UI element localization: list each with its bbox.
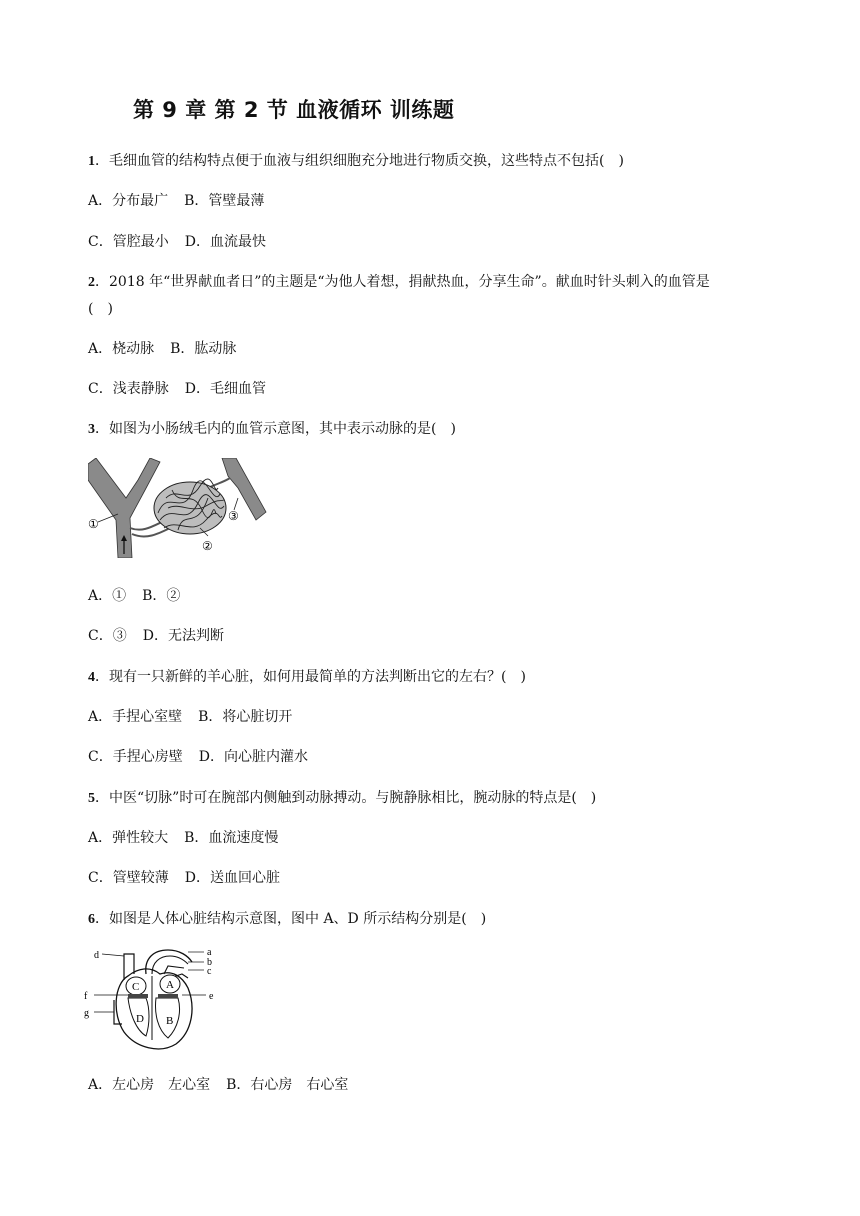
figure-label-e: e [209, 991, 214, 1002]
option-b[interactable]: B．血流速度慢 [184, 830, 279, 846]
option-c[interactable]: C．③ [88, 628, 127, 644]
question-2-options-row-1 [88, 338, 236, 358]
option-d[interactable]: D．无法判断 [142, 628, 224, 644]
question-5-stem: 5．中医“切脉”时可在腕部内侧触到动脉搏动。与腕静脉相比，腕动脉的特点是( ) [88, 790, 597, 806]
question-text: 毛细血管的结构特点便于血液与组织细胞充分地进行物质交换，这些特点不包括( ) [109, 153, 624, 169]
question-4-options-row-1 [88, 706, 292, 726]
question-6-stem: 6．如图是人体心脏结构示意图，图中 A、D 所示结构分别是( ) [88, 911, 487, 927]
question-1-options-row-2 [88, 231, 266, 251]
option-b[interactable]: B．将心脏切开 [198, 709, 293, 725]
question-number: 4 [88, 670, 95, 685]
question-number: 5 [88, 791, 95, 806]
option-c[interactable]: C．管腔最小 [88, 234, 169, 250]
option-b[interactable]: B．右心房 右心室 [226, 1077, 349, 1093]
villus-blood-vessel-figure [88, 458, 268, 558]
option-b[interactable]: B．肱动脉 [170, 341, 237, 357]
option-a[interactable]: A．桡动脉 [88, 341, 155, 357]
option-a[interactable]: A．① [88, 588, 127, 604]
figure-label-b: b [207, 957, 212, 968]
question-3-options-row-1 [88, 585, 180, 605]
option-c[interactable]: C．管壁较薄 [88, 870, 169, 886]
page-title: 第 9 章 第 2 节 血液循环 训练题 [133, 98, 455, 122]
question-5-options-row-1 [88, 827, 278, 847]
option-a[interactable]: A．弹性较大 [88, 830, 169, 846]
figure-label-a: a [207, 947, 212, 958]
question-number: 3 [88, 422, 95, 437]
question-4-options-row-2 [88, 746, 308, 766]
figure-label-chamber-c: C [132, 981, 140, 993]
option-d[interactable]: D．毛细血管 [184, 381, 266, 397]
figure-label-chamber-b: B [166, 1015, 174, 1027]
question-6-options-row-1 [88, 1074, 348, 1094]
question-2-stem: 2．2018 年“世界献血者日”的主题是“为他人着想，捐献热血，分享生命”。献血时针头刺入的血管是 [88, 274, 710, 290]
question-text: 现有一只新鲜的羊心脏，如何用最简单的方法判断出它的左右？( ) [109, 669, 526, 685]
figure-label-2: ② [202, 539, 213, 553]
question-text: 中医“切脉”时可在腕部内侧触到动脉搏动。与腕静脉相比，腕动脉的特点是( ) [109, 790, 597, 806]
question-1-options-row-1 [88, 190, 264, 210]
question-2-stem-continued: ( ) [88, 301, 113, 317]
option-c[interactable]: C．浅表静脉 [88, 381, 169, 397]
figure-label-g: g [84, 1008, 89, 1019]
question-3-stem: 3．如图为小肠绒毛内的血管示意图，其中表示动脉的是( ) [88, 421, 456, 437]
heart-structure-figure [84, 944, 224, 1056]
question-1-stem: 1．毛细血管的结构特点便于血液与组织细胞充分地进行物质交换，这些特点不包括( ) [88, 153, 624, 169]
question-5-options-row-2 [88, 867, 280, 887]
figure-label-c: c [207, 966, 212, 977]
figure-label-d: d [94, 950, 99, 961]
option-d[interactable]: D．送血回心脏 [184, 870, 280, 886]
option-a[interactable]: A．分布最广 [88, 193, 169, 209]
option-c[interactable]: C．手捏心房壁 [88, 749, 183, 765]
figure-label-f: f [84, 991, 88, 1002]
question-number: 2 [88, 275, 95, 290]
question-2-options-row-2 [88, 378, 266, 398]
option-b[interactable]: B．管壁最薄 [184, 193, 265, 209]
option-d[interactable]: D．向心脏内灌水 [198, 749, 308, 765]
question-number: 6 [88, 912, 95, 927]
figure-label-1: ① [88, 517, 99, 531]
option-d[interactable]: D．血流最快 [184, 234, 266, 250]
question-text: 2018 年“世界献血者日”的主题是“为他人着想，捐献热血，分享生命”。献血时针头刺入的血管是 [109, 274, 710, 290]
figure-label-chamber-d: D [136, 1013, 144, 1025]
question-number: 1 [88, 154, 95, 169]
figure-label-3: ③ [228, 509, 239, 523]
question-text: 如图为小肠绒毛内的血管示意图，其中表示动脉的是( ) [109, 421, 456, 437]
question-text: 如图是人体心脏结构示意图，图中 A、D 所示结构分别是( ) [109, 911, 487, 927]
option-b[interactable]: B．② [142, 588, 181, 604]
question-3-options-row-2 [88, 625, 224, 645]
figure-label-chamber-a: A [166, 979, 174, 991]
question-4-stem: 4．现有一只新鲜的羊心脏，如何用最简单的方法判断出它的左右？( ) [88, 669, 526, 685]
option-a[interactable]: A．左心房 左心室 [88, 1077, 211, 1093]
option-a[interactable]: A．手捏心室壁 [88, 709, 183, 725]
